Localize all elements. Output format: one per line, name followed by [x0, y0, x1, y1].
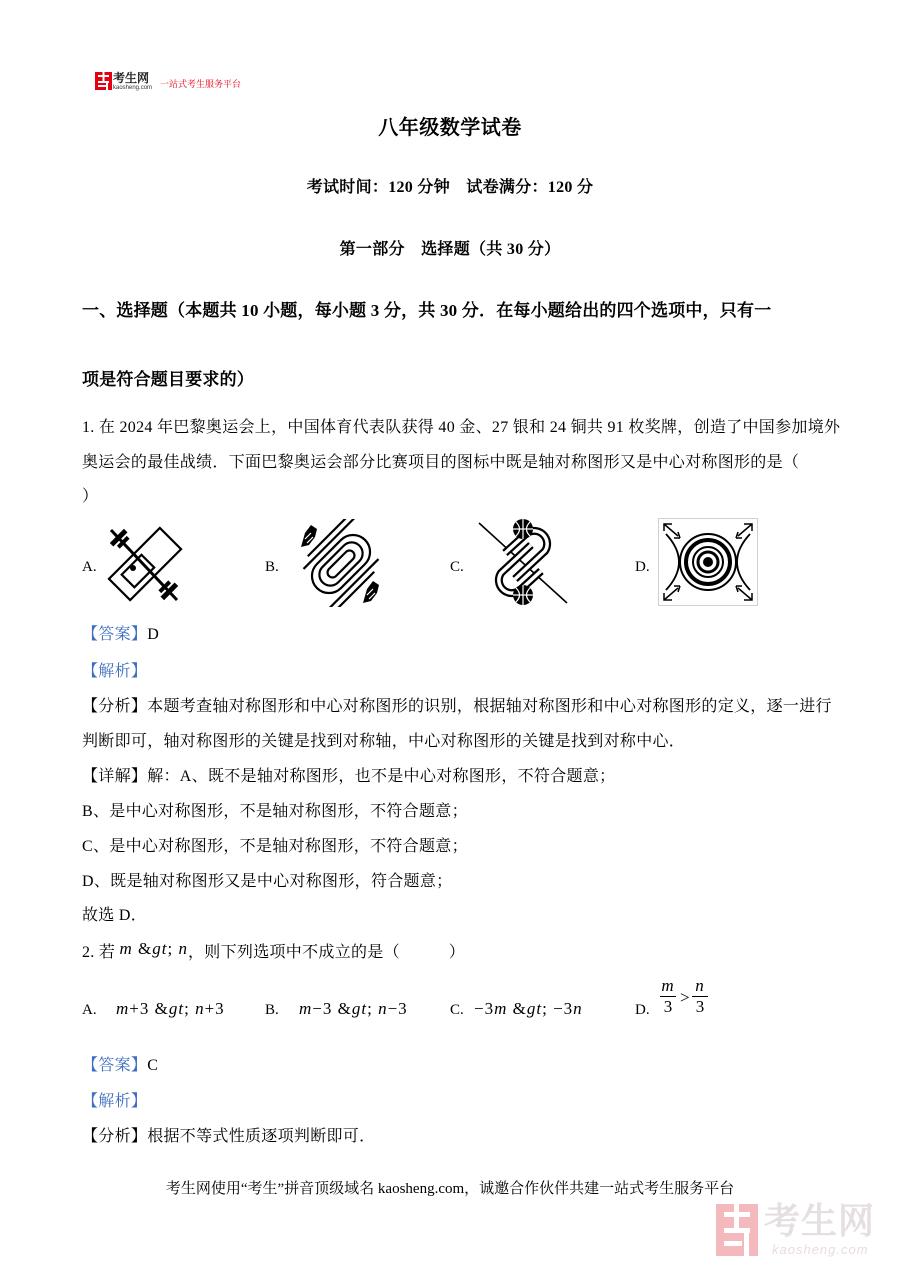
q1-explain-line: D、既是轴对称图形又是中心对称图形，符合题意；	[82, 873, 453, 890]
fraction-denominator: 3	[663, 997, 673, 1016]
q2-option-a-expr: m+3 &gt; n+3	[116, 999, 225, 1018]
athletics-track-icon	[293, 519, 388, 607]
fraction-numerator: n	[695, 976, 705, 995]
q2-stem-suffix: ，则下列选项中不成立的是（ ）	[188, 944, 466, 961]
q1-explain-line: C、是中心对称图形，不是轴对称图形，不符合题意；	[82, 838, 468, 855]
q1-answer	[82, 624, 159, 646]
answer-value: D	[147, 626, 160, 643]
header-slogan: 一站式考生服务平台	[160, 79, 242, 89]
q1-explain-line: 【详解】解：A、既不是轴对称图形，也不是中心对称图形，不符合题意；	[82, 768, 616, 785]
q1-explain-tag: 【解析】	[82, 663, 148, 680]
q1-option-c-label: C.	[450, 559, 464, 575]
q2-explain-line: 【分析】根据不等式性质逐项判断即可．	[82, 1128, 376, 1145]
q2-option-b-label: B.	[265, 1002, 279, 1018]
q1-option-a-label: A.	[82, 559, 97, 575]
q1-explain-line: 判断即可，轴对称图形的关键是找到对称轴，中心对称图形的关键是找到对称中心．	[82, 733, 686, 750]
section-heading-line: 项是符合题目要求的）	[82, 370, 254, 389]
weightlifting-icon	[103, 520, 183, 608]
q2-option-d-operator: >	[680, 988, 690, 1007]
header-logo-domain: kaosheng.com	[113, 85, 153, 91]
q2-option-c-expr: −3m &gt; −3n	[474, 999, 583, 1018]
section-heading-line: 一、选择题（本题共 10 小题，每小题 3 分，共 30 分．在每小题给出的四个选项中，只有一	[82, 301, 772, 320]
q1-explain-line: 【分析】本题考查轴对称图形和中心对称图形的识别，根据轴对称图形和中心对称图形的定义，逐一进行	[82, 698, 832, 715]
kaosheng-logo-icon	[95, 72, 112, 90]
q1-stem-line: 奥运会的最佳战绩．下面巴黎奥运会部分比赛项目的图标中既是轴对称图形又是中心对称图形的是（	[82, 454, 800, 471]
q2-option-a-label: A.	[82, 1002, 97, 1018]
answer-tag: 【答案】	[82, 626, 148, 643]
q1-stem-line: 1. 在 2024 年巴黎奥运会上，中国体育代表队获得 40 金、27 银和 24 铜共 91 枚奖牌，创造了中国参加境外	[82, 419, 841, 436]
page-title: 八年级数学试卷	[378, 117, 522, 139]
header-logo-name: 考生网	[113, 71, 150, 85]
q2-condition: m &gt; n	[119, 939, 188, 958]
q2-option-d-label: D.	[635, 1002, 650, 1018]
q1-stem-line: ）	[82, 488, 99, 505]
fraction-numerator: m	[661, 976, 675, 995]
q1-explain-line: 故选 D．	[82, 907, 148, 924]
answer-value: C	[147, 1057, 159, 1074]
q2-option-d-fraction-right	[690, 976, 710, 1017]
kaosheng-logo-icon	[716, 1204, 758, 1256]
archery-target-icon	[658, 518, 758, 606]
watermark-name: 考生网	[764, 1200, 876, 1241]
part-title: 第一部分 选择题（共 30 分）	[339, 241, 561, 258]
q1-explain-line: B、是中心对称图形，不是轴对称图形，不符合题意；	[82, 803, 468, 820]
q2-answer	[82, 1055, 158, 1077]
q2-option-d-fraction-left	[658, 976, 678, 1017]
q1-option-b-label: B.	[265, 559, 279, 575]
q1-option-d-label: D.	[635, 559, 650, 575]
basketball-icon	[473, 517, 573, 607]
q2-explain-tag: 【解析】	[82, 1093, 148, 1110]
page-footer: 考生网使用“考生”拼音顶级域名 kaosheng.com，诚邀合作伙伴共建一站式考生服务平台	[165, 1181, 735, 1197]
q2-stem	[82, 941, 465, 964]
answer-tag: 【答案】	[82, 1057, 148, 1074]
q2-option-c-label: C.	[450, 1002, 464, 1018]
fraction-denominator: 3	[695, 997, 705, 1016]
q2-option-b-expr: m−3 &gt; n−3	[299, 999, 408, 1018]
watermark-domain: kaosheng.com	[772, 1242, 869, 1257]
exam-info: 考试时间：120 分钟 试卷满分：120 分	[306, 179, 594, 196]
q2-number: 2. 若	[82, 944, 116, 961]
